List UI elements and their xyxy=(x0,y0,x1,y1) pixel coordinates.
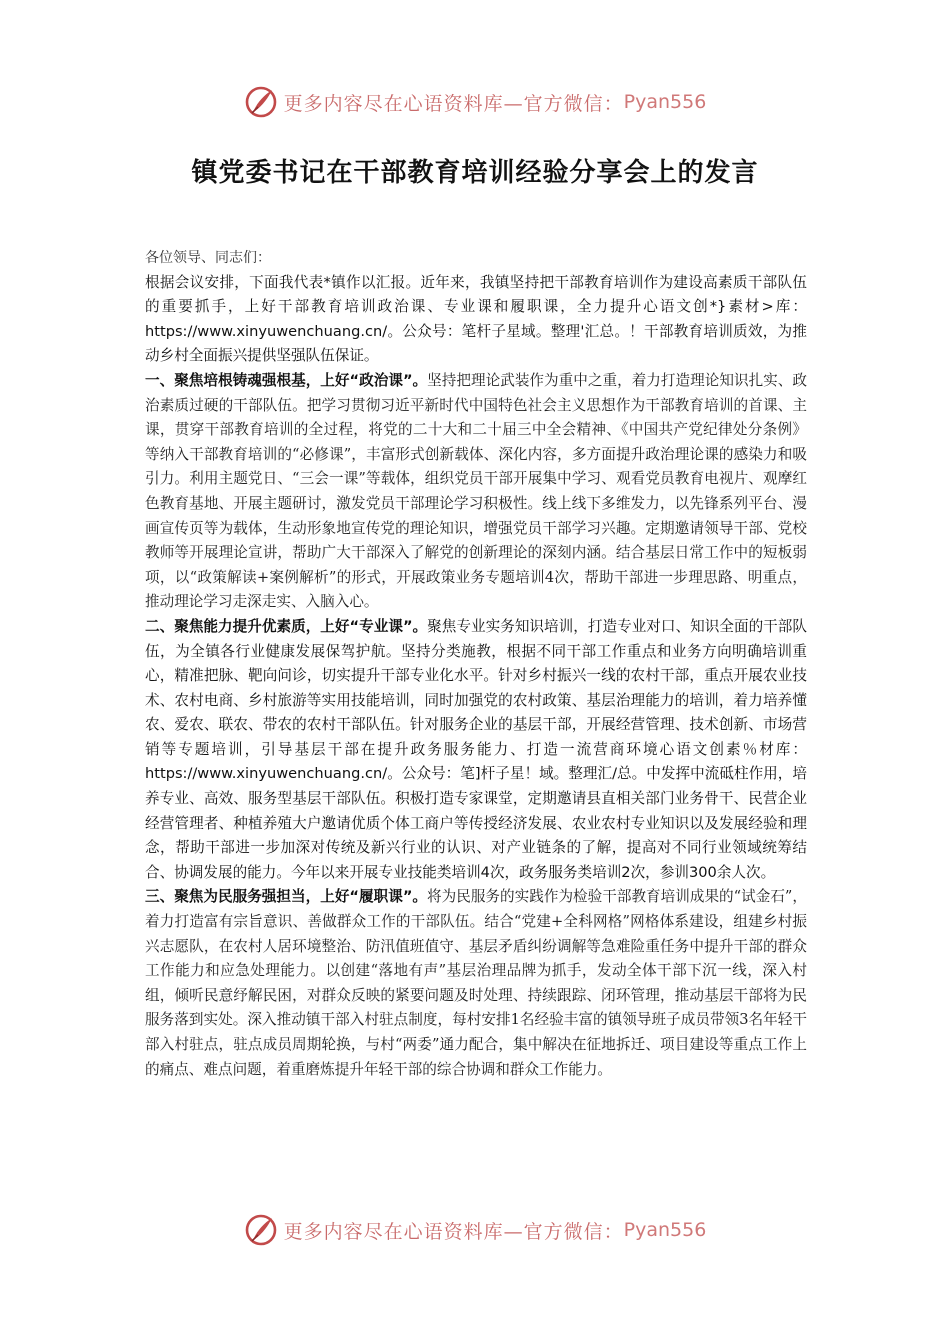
watermark-text: 更多内容尽在心语资料库—官方微信： xyxy=(283,1220,624,1243)
feather-pen-logo-icon xyxy=(244,1213,278,1247)
section-heading-3: 三、聚焦为民服务强担当，上好“履职课”。 xyxy=(145,888,428,906)
section-body-2: 聚焦专业实务知识培训，打造专业对口、知识全面的干部队伍，为全镇各行业健康发展保驾护航。坚持分类施教，根据不同干部工作重点和业务方向明确培训重心，精准把脉、靶向问诊，切实提升干部专业化水平。针对乡村振兴一线的农村干部，重点开展农业技术、农村电商、乡村旅游等实用技能培训，同时加强党的农村政策、基层治理能力的培训，着力培养懂农、爱农、联农、带农的农村干部队伍。针对服务企业的基层干部，开展经营管理、技术创新、市场营销等专题培训，引导基层干部在提升政务服务能力、打造一流营商环境心语文创素％材库：https://www.xinyuwenchuang.cn/。公众号：笔]杆子星！域。整理汇/总。中发挥中流砥柱作用，培养专业、高效、服务型基层干部队伍。积极打造专家课堂，定期邀请县直相关部门业务骨干、民营企业经营管理者、种植养殖大户邀请优质个体工商户等传授经济发展、农业农村专业知识以及发展经验和理念，帮助干部进一步加深对传统及新兴行业的认识、对产业链条的了解，提高对不同行业领域统筹结合、协调发展的能力。今年以来开展专业技能类培训4次，政务服务类培训2次，参训300余人次。 xyxy=(145,617,807,881)
watermark-text: 更多内容尽在心语资料库—官方微信： xyxy=(283,92,624,115)
section-heading-1: 一、聚焦培根铸魂强根基，上好“政治课”。 xyxy=(145,371,428,389)
feather-pen-logo-icon xyxy=(244,85,278,119)
document-body xyxy=(145,246,807,1082)
watermark-header xyxy=(0,84,950,120)
section-paragraph-1 xyxy=(145,369,807,615)
watermark-wechat-id: Pyan556 xyxy=(623,91,707,113)
section-paragraph-2 xyxy=(145,615,807,886)
watermark-wechat-id: Pyan556 xyxy=(623,1219,707,1241)
section-body-3: 将为民服务的实践作为检验干部教育培训成果的“试金石”，着力打造富有宗旨意识、善做群众工作的干部队伍。结合“党建+全科网格”网格体系建设，组建乡村振兴志愿队，在农村人居环境整治、防汛值班值守、基层矛盾纠纷调解等急难险重任务中提升干部的群众工作能力和应急处理能力。以创建“落地有声”基层治理品牌为抓手，发动全体干部下沉一线，深入村组，倾听民意纾解民困，对群众反映的紧要问题及时处理、持续跟踪、闭环管理，推动基层干部将为民服务落到实处。深入推动镇干部入村驻点制度，每村安排1名经验丰富的镇领导班子成员带领3名年轻干部入村驻点，驻点成员周期轮换，与村“两委”通力配合，集中解决在征地拆迁、项目建设等重点工作上的痛点、难点问题，着重磨炼提升年轻干部的综合协调和群众工作能力。 xyxy=(145,888,807,1078)
section-body-1: 坚持把理论武装作为重中之重，着力打造理论知识扎实、政治素质过硬的干部队伍。把学习贯彻习近平新时代中国特色社会主义思想作为干部教育培训的首课、主课，贯穿干部教育培训的全过程，将党的二十大和二十届三中全会精神、《中国共产党纪律处分条例》等纳入干部教育培训的“必修课”，丰富形式创新载体、深化内容，多方面提升政治理论课的感染力和吸引力。利用主题党日、“三会一课”等载体，组织党员干部开展集中学习、观看党员教育电视片、观摩红色教育基地、开展主题研讨，激发党员干部理论学习积极性。线上线下多维发力，以先锋系列平台、漫画宣传页等为载体，生动形象地宣传党的理论知识，增强党员干部学习兴趣。定期邀请领导干部、党校教师等开展理论宣讲，帮助广大干部深入了解党的创新理论的深刻内涵。结合基层日常工作中的短板弱项，以“政策解读+案例解析”的形式，开展政策业务专题培训4次，帮助干部进一步理思路、明重点，推动理论学习走深走实、入脑入心。 xyxy=(145,371,807,611)
section-heading-2: 二、聚焦能力提升优素质，上好“专业课”。 xyxy=(145,617,428,635)
greeting: 各位领导、同志们： xyxy=(145,250,271,266)
watermark-footer xyxy=(0,1212,950,1248)
section-paragraph-3 xyxy=(145,885,807,1082)
page-title: 镇党委书记在干部教育培训经验分享会上的发言 xyxy=(191,158,759,188)
intro-paragraph: 根据会议安排，下面我代表*镇作以汇报。近年来，我镇坚持把干部教育培训作为建设高素质干部队伍的重要抓手，上好干部教育培训政治课、专业课和履职课，全力提升心语文创*}素材>库：https://www.xinyuwenchuang.cn/。公众号：笔杆子星域。整理'汇总。！干部教育培训质效，为推动乡村全面振兴提供坚强队伍保证。 xyxy=(145,273,807,365)
